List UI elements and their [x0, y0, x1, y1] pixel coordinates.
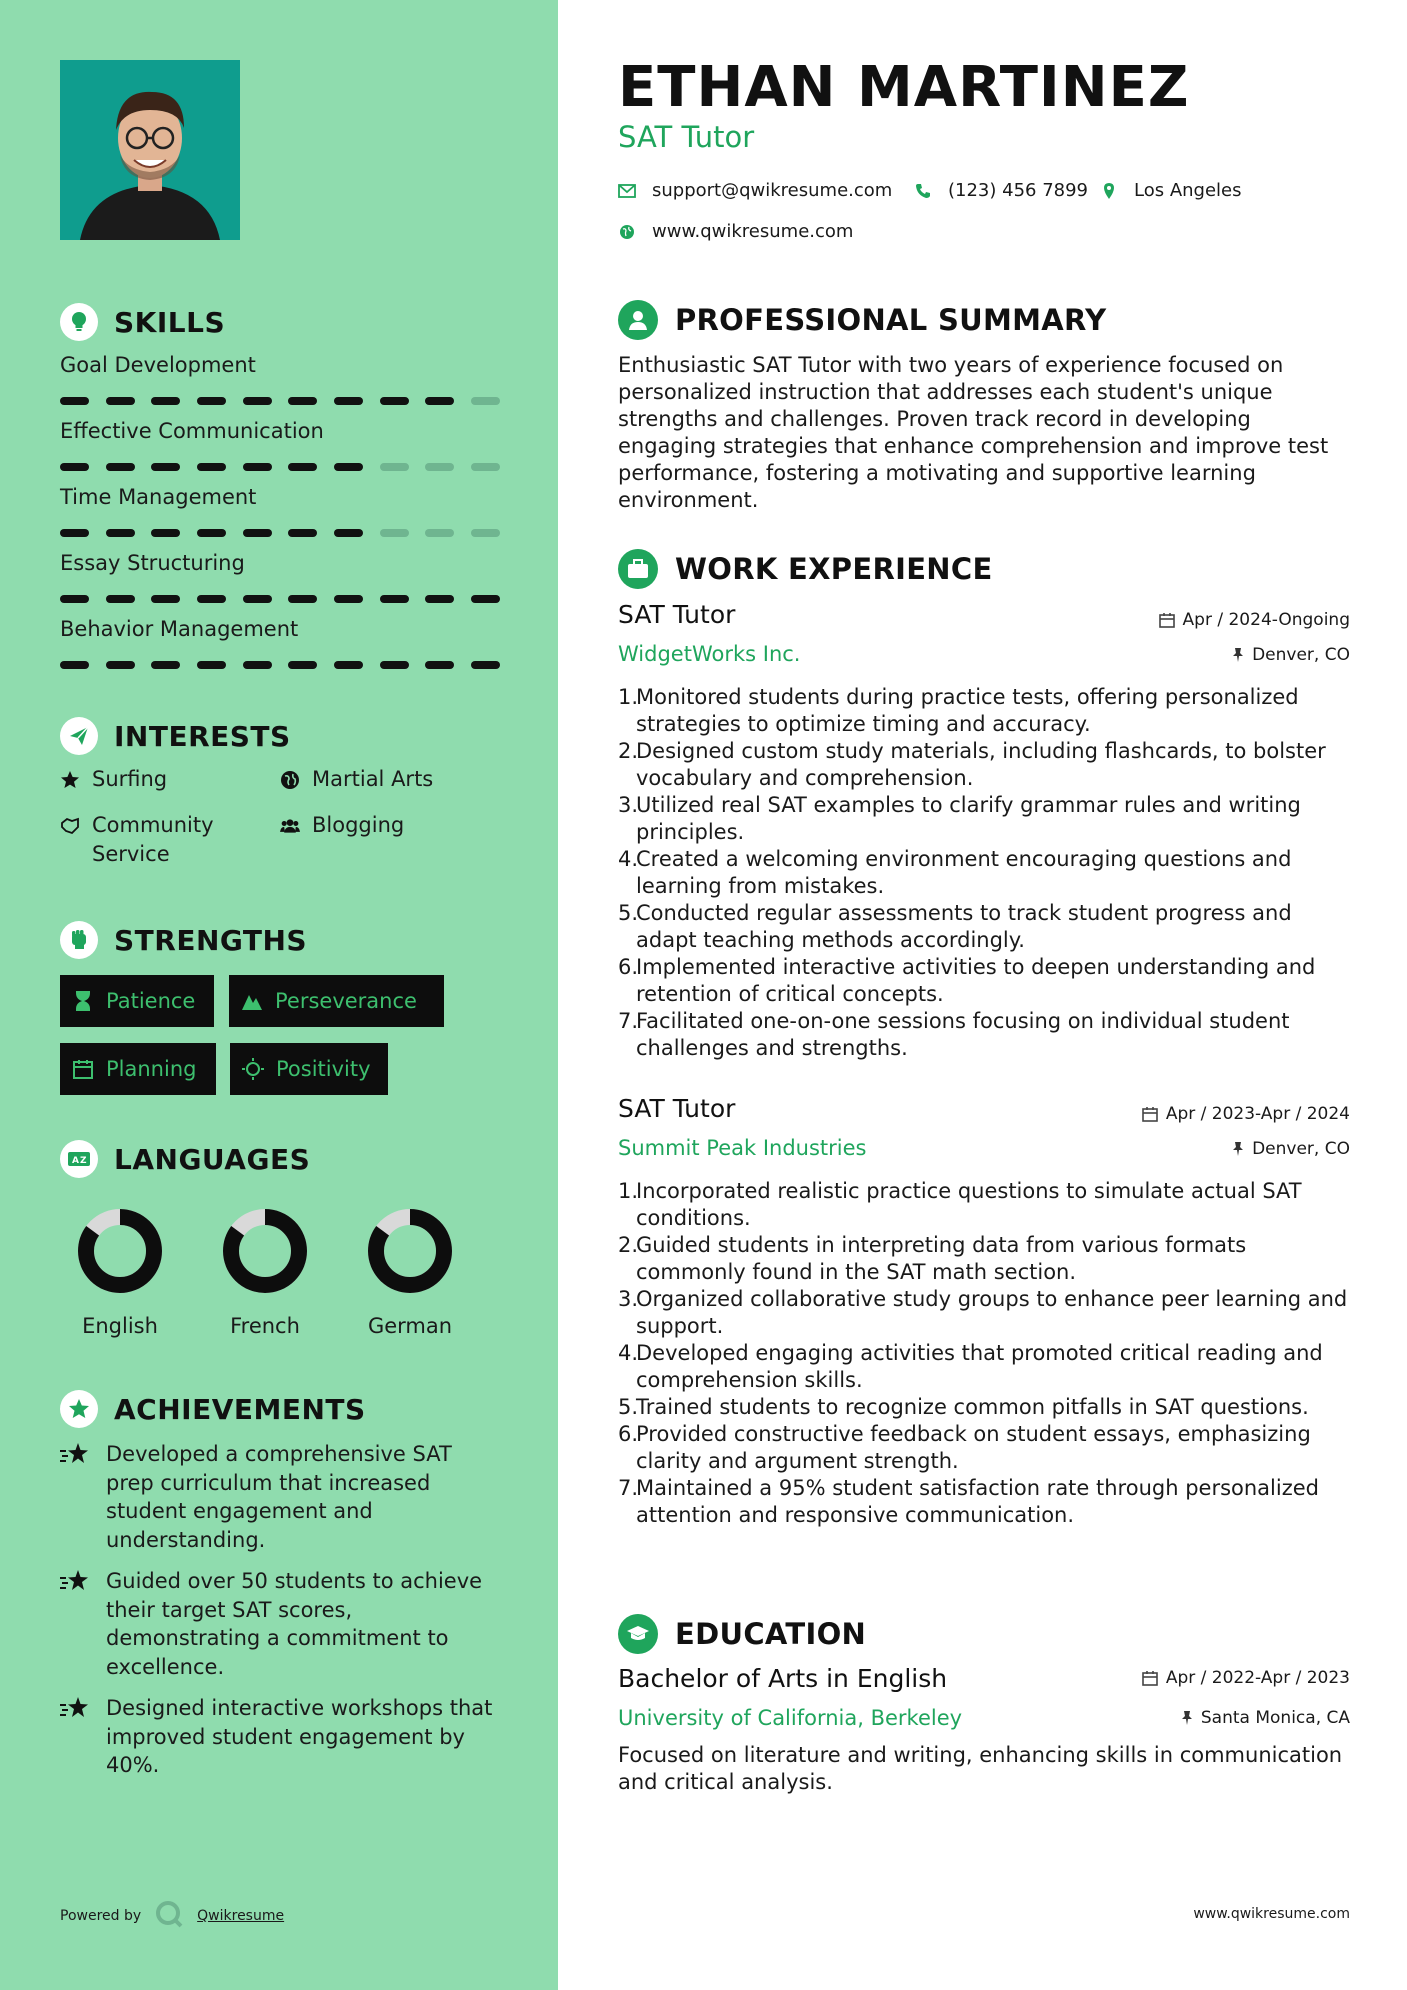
- award-star-icon: [60, 1390, 98, 1428]
- skill-level-dash: [60, 661, 89, 669]
- skill-level-dash: [334, 661, 363, 669]
- skill-level-dash: [425, 661, 454, 669]
- skill-level-bar: [60, 661, 500, 669]
- achievements-title: ACHIEVEMENTS: [114, 1392, 366, 1426]
- briefcase-icon: [618, 549, 658, 589]
- list-item: 1. Incorporated realistic practice questions to simulate actual SAT conditions.: [618, 1178, 1350, 1232]
- location-text: Los Angeles: [1134, 180, 1242, 201]
- skill-level-dash: [334, 529, 363, 537]
- list-item: 7. Facilitated one-on-one sessions focusing on individual student challenges and strengths.: [618, 1008, 1350, 1062]
- language-label: German: [367, 1314, 453, 1338]
- bullet-text: Created a welcoming environment encouraging questions and learning from mistakes.: [636, 847, 1292, 898]
- powered-by: [60, 1900, 284, 1932]
- skill-level-dash: [334, 397, 363, 405]
- language-proficiency-ring: [365, 1206, 455, 1296]
- sun-icon: [242, 1058, 264, 1080]
- language-label: French: [230, 1314, 300, 1338]
- bullet-text: Organized collaborative study groups to enhance peer learning and support.: [636, 1287, 1348, 1338]
- calendar-icon: [1142, 1670, 1158, 1686]
- candidate-name: ETHAN MARTINEZ: [618, 55, 1190, 120]
- skill-level-dash: [471, 595, 500, 603]
- company-name: Summit Peak Industries: [618, 1136, 867, 1160]
- list-item: 4. Developed engaging activities that promoted critical reading and comprehension skills.: [618, 1340, 1350, 1394]
- skill-level-dash: [106, 397, 135, 405]
- skill-level-dash: [380, 595, 409, 603]
- map-pin-icon: [1100, 182, 1118, 200]
- degree-title: Bachelor of Arts in English: [618, 1664, 948, 1693]
- skill-label: Behavior Management: [60, 617, 299, 641]
- skill-level-dash: [425, 529, 454, 537]
- achievement-item: [60, 1567, 500, 1681]
- interest-item: [60, 765, 167, 794]
- strengths-title: STRENGTHS: [114, 923, 308, 957]
- skill-level-dash: [425, 397, 454, 405]
- skill-level-bar: [60, 397, 500, 405]
- strength-badge: [230, 1043, 388, 1095]
- sidebar: [0, 0, 558, 1990]
- languages-heading: [60, 1140, 310, 1178]
- strength-label: Perseverance: [275, 989, 417, 1013]
- users-icon: [280, 811, 300, 840]
- list-item: 5. Trained students to recognize common pitfalls in SAT questions.: [618, 1394, 1350, 1421]
- skill-level-dash: [334, 595, 363, 603]
- achievement-item: [60, 1440, 500, 1554]
- calendar-icon: [72, 1058, 94, 1080]
- skill-level-dash: [471, 529, 500, 537]
- job-dates-text: Apr / 2024-Ongoing: [1182, 610, 1350, 630]
- skill-level-dash: [425, 595, 454, 603]
- job-title: SAT Tutor: [618, 600, 736, 629]
- skill-level-dash: [60, 397, 89, 405]
- company-name: WidgetWorks Inc.: [618, 642, 801, 666]
- skill-level-dash: [380, 463, 409, 471]
- skill-level-dash: [197, 595, 226, 603]
- bullet-text: Trained students to recognize common pitfalls in SAT questions.: [636, 1395, 1309, 1419]
- strength-label: Planning: [106, 1057, 197, 1081]
- education-title: EDUCATION: [675, 1617, 867, 1651]
- graduation-icon: [618, 1614, 658, 1654]
- skill-level-dash: [243, 463, 272, 471]
- job-bullets: [618, 1178, 1350, 1529]
- job-dates-text: Apr / 2023-Apr / 2024: [1165, 1104, 1350, 1124]
- strengths-heading: [60, 921, 307, 959]
- language-item: [340, 1206, 480, 1338]
- job-dates: [1142, 1104, 1350, 1124]
- job-title: SAT Tutor: [618, 1094, 736, 1123]
- list-item: 7. Maintained a 95% student satisfaction rate through personalized attention and responsive communication.: [618, 1475, 1350, 1529]
- achievement-text: Designed interactive workshops that improved student engagement by 40%.: [106, 1696, 493, 1777]
- summary-heading: [618, 300, 1106, 340]
- education-location-text: Santa Monica, CA: [1200, 1708, 1350, 1728]
- list-item: 5. Conducted regular assessments to track student progress and adapt teaching methods accordingly.: [618, 900, 1350, 954]
- skill-level-dash: [288, 463, 317, 471]
- list-item: 6. Provided constructive feedback on student essays, emphasizing clarity and argument strength.: [618, 1421, 1350, 1475]
- qwikresume-link[interactable]: Qwikresume: [197, 1908, 285, 1924]
- skill-level-dash: [106, 661, 135, 669]
- interest-label: Community Service: [92, 813, 214, 866]
- contact-website[interactable]: [618, 221, 853, 242]
- interest-label: Surfing: [92, 767, 168, 791]
- language-proficiency-ring: [75, 1206, 165, 1296]
- calendar-icon: [1142, 1106, 1158, 1122]
- bullet-text: Implemented interactive activities to deepen understanding and retention of critical concepts.: [636, 955, 1316, 1006]
- achievement-text: Guided over 50 students to achieve their target SAT scores, demonstrating a commitment to excellence.: [106, 1569, 483, 1679]
- email-text: support@qwikresume.com: [652, 180, 893, 201]
- list-item: 2. Guided students in interpreting data from various formats commonly found in the SAT math section.: [618, 1232, 1350, 1286]
- interests-heading: [60, 717, 291, 755]
- language-label: English: [82, 1314, 158, 1338]
- skill-item: [60, 353, 500, 405]
- skill-level-dash: [106, 529, 135, 537]
- skill-level-dash: [471, 397, 500, 405]
- star-burst-icon: [60, 1440, 90, 1554]
- skill-level-dash: [243, 661, 272, 669]
- list-item: 4. Created a welcoming environment encouraging questions and learning from mistakes.: [618, 846, 1350, 900]
- skill-item: [60, 617, 500, 669]
- skill-level-dash: [288, 661, 317, 669]
- skill-level-dash: [471, 463, 500, 471]
- skill-level-dash: [380, 397, 409, 405]
- phone-text: (123) 456 7899: [948, 180, 1089, 201]
- lightbulb-icon: [60, 303, 98, 341]
- skill-level-dash: [151, 463, 180, 471]
- language-proficiency-ring: [220, 1206, 310, 1296]
- contact-location: [1100, 180, 1242, 201]
- skill-level-dash: [471, 661, 500, 669]
- skill-level-dash: [197, 529, 226, 537]
- contact-email[interactable]: [618, 180, 892, 201]
- education-dates: [1142, 1668, 1350, 1688]
- skill-level-dash: [243, 397, 272, 405]
- skill-item: [60, 485, 500, 537]
- interest-label: Martial Arts: [312, 767, 434, 791]
- svg-text:A: A: [72, 1156, 79, 1166]
- skill-level-dash: [151, 661, 180, 669]
- skill-level-dash: [288, 529, 317, 537]
- job-location: [1232, 645, 1350, 665]
- website-text: www.qwikresume.com: [652, 221, 854, 242]
- interest-label: Blogging: [312, 813, 405, 837]
- bullet-text: Designed custom study materials, including flashcards, to bolster vocabulary and comprehension.: [636, 739, 1326, 790]
- globe-icon: [618, 223, 636, 241]
- skill-level-dash: [106, 463, 135, 471]
- education-text: Focused on literature and writing, enhancing skills in communication and critical analysis.: [618, 1743, 1343, 1794]
- interest-item: [280, 765, 433, 794]
- list-item: 6. Implemented interactive activities to deepen understanding and retention of critical concepts.: [618, 954, 1350, 1008]
- achievements-heading: [60, 1390, 366, 1428]
- pin-icon: [1232, 647, 1244, 663]
- bullet-text: Maintained a 95% student satisfaction rate through personalized attention and responsive communication.: [636, 1476, 1319, 1527]
- bullet-text: Facilitated one-on-one sessions focusing on individual student challenges and strengths.: [636, 1009, 1290, 1060]
- star-icon: [60, 765, 80, 794]
- skill-level-bar: [60, 463, 500, 471]
- mountain-icon: [241, 990, 263, 1012]
- handshake-icon: [60, 811, 80, 840]
- phone-icon: [914, 182, 932, 200]
- experience-heading: [618, 549, 993, 589]
- strength-label: Positivity: [276, 1057, 371, 1081]
- skill-level-dash: [425, 463, 454, 471]
- qwikresume-logo-icon: [155, 1900, 183, 1932]
- bullet-text: Developed engaging activities that promoted critical reading and comprehension skills.: [636, 1341, 1323, 1392]
- strength-badge: [60, 1043, 216, 1095]
- education-heading: [618, 1614, 866, 1654]
- powered-by-label: Powered by: [60, 1908, 142, 1924]
- education-location: [1181, 1708, 1350, 1728]
- envelope-icon: [618, 182, 636, 200]
- skill-level-dash: [243, 595, 272, 603]
- svg-text:Z: Z: [80, 1156, 87, 1166]
- strength-label: Patience: [106, 989, 196, 1013]
- school-name: University of California, Berkeley: [618, 1706, 963, 1730]
- calendar-icon: [1159, 612, 1175, 628]
- interest-item: [60, 811, 260, 869]
- footer-website-link[interactable]: www.qwikresume.com: [1193, 1906, 1350, 1922]
- skill-level-dash: [288, 397, 317, 405]
- contact-phone[interactable]: [914, 180, 1088, 201]
- bullet-text: Incorporated realistic practice questions to simulate actual SAT conditions.: [636, 1179, 1302, 1230]
- education-dates-text: Apr / 2022-Apr / 2023: [1165, 1668, 1350, 1688]
- interest-item: [280, 811, 404, 840]
- globe-icon: [280, 765, 300, 794]
- job-location: [1232, 1139, 1350, 1159]
- star-burst-icon: [60, 1567, 90, 1681]
- list-item: 3. Organized collaborative study groups to enhance peer learning and support.: [618, 1286, 1350, 1340]
- language-item: [50, 1206, 190, 1338]
- skill-level-dash: [60, 595, 89, 603]
- languages-title: LANGUAGES: [114, 1142, 311, 1176]
- job-dates: [1159, 610, 1350, 630]
- skill-level-dash: [151, 529, 180, 537]
- skill-level-bar: [60, 529, 500, 537]
- strength-badge: [229, 975, 444, 1027]
- skill-level-bar: [60, 595, 500, 603]
- pin-icon: [1181, 1710, 1193, 1726]
- summary-title: PROFESSIONAL SUMMARY: [675, 303, 1107, 337]
- skill-level-dash: [334, 463, 363, 471]
- skills-title: SKILLS: [114, 305, 226, 339]
- star-burst-icon: [60, 1694, 90, 1780]
- skill-level-dash: [60, 529, 89, 537]
- skill-level-dash: [60, 463, 89, 471]
- skill-label: Essay Structuring: [60, 551, 245, 575]
- list-item: 2. Designed custom study materials, including flashcards, to bolster vocabulary and comprehension.: [618, 738, 1350, 792]
- skill-level-dash: [151, 397, 180, 405]
- bullet-text: Provided constructive feedback on student essays, emphasizing clarity and argument strength.: [636, 1422, 1311, 1473]
- strength-badge: [60, 975, 214, 1027]
- skill-level-dash: [197, 661, 226, 669]
- skill-level-dash: [151, 595, 180, 603]
- skill-level-dash: [243, 529, 272, 537]
- skill-label: Effective Communication: [60, 419, 324, 443]
- skill-level-dash: [197, 463, 226, 471]
- skill-item: [60, 419, 500, 471]
- language-item: [195, 1206, 335, 1338]
- fist-icon: [60, 921, 98, 959]
- skill-level-dash: [380, 529, 409, 537]
- skill-label: Time Management: [60, 485, 257, 509]
- bullet-text: Guided students in interpreting data from various formats commonly found in the SAT math section.: [636, 1233, 1247, 1284]
- job-bullets: [618, 684, 1350, 1062]
- list-item: 3. Utilized real SAT examples to clarify grammar rules and writing principles.: [618, 792, 1350, 846]
- candidate-role: SAT Tutor: [618, 120, 755, 154]
- achievement-item: [60, 1694, 500, 1780]
- interests-title: INTERESTS: [114, 719, 291, 753]
- skill-item: [60, 551, 500, 603]
- bullet-text: Monitored students during practice tests, offering personalized strategies to optimize timing and accuracy.: [636, 685, 1299, 736]
- pin-icon: [1232, 1141, 1244, 1157]
- skills-heading: [60, 303, 225, 341]
- user-icon: [618, 300, 658, 340]
- skill-label: Goal Development: [60, 353, 256, 377]
- profile-photo: [60, 60, 240, 240]
- bullet-text: Utilized real SAT examples to clarify grammar rules and writing principles.: [636, 793, 1301, 844]
- paper-plane-icon: [60, 717, 98, 755]
- skill-level-dash: [380, 661, 409, 669]
- experience-title: WORK EXPERIENCE: [675, 552, 993, 586]
- main-content: [618, 0, 1350, 1990]
- hourglass-icon: [72, 990, 94, 1012]
- skill-level-dash: [197, 397, 226, 405]
- achievement-text: Developed a comprehensive SAT prep curriculum that increased student engagement and understanding.: [106, 1442, 452, 1552]
- job-location-text: Denver, CO: [1252, 645, 1350, 665]
- job-location-text: Denver, CO: [1252, 1139, 1350, 1159]
- bullet-text: Conducted regular assessments to track student progress and adapt teaching methods accordingly.: [636, 901, 1292, 952]
- list-item: 1. Monitored students during practice tests, offering personalized strategies to optimize timing and accuracy.: [618, 684, 1350, 738]
- summary-text: Enthusiastic SAT Tutor with two years of experience focused on personalized instruction that addresses each student's unique strengths and challenges. Proven track record in developing engaging strategies that enhance comprehension and improve test performance, fostering a motivating and supportive learning environment.: [618, 353, 1329, 512]
- skill-level-dash: [288, 595, 317, 603]
- language-icon: [60, 1140, 98, 1178]
- skill-level-dash: [106, 595, 135, 603]
